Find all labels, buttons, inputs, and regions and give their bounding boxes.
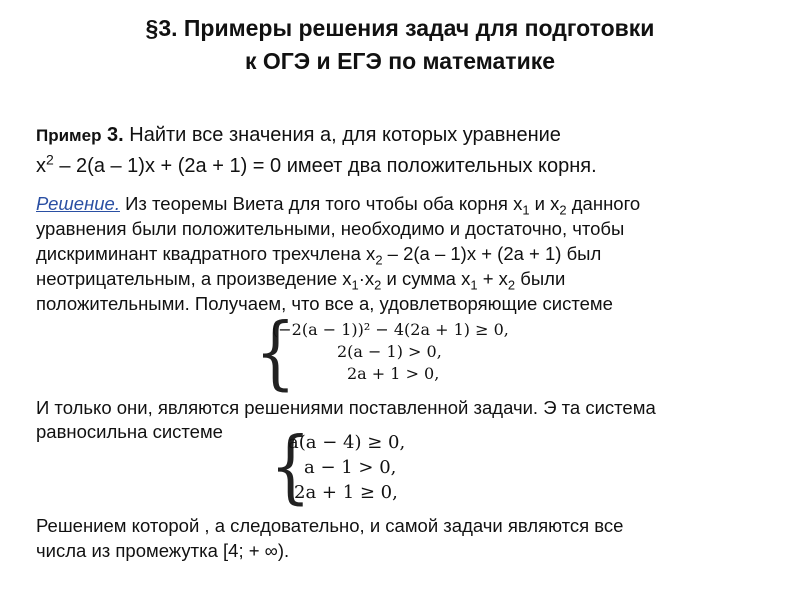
solution-line-3 bbox=[36, 243, 602, 268]
solution-text: дискриминант квадратного трехчлена x bbox=[36, 243, 376, 264]
eq-sup: 2 bbox=[46, 151, 54, 168]
system-1-row-3: 2a + 1 > 0, bbox=[347, 364, 440, 383]
solution-text: и x bbox=[529, 193, 560, 214]
system-2-row-2: a − 1 > 0, bbox=[304, 457, 397, 478]
solution-text: – 2(a – 1)x + (2a + 1) был bbox=[382, 243, 602, 264]
solution-text: данного bbox=[566, 193, 641, 214]
example-number: 3. bbox=[107, 124, 124, 146]
middle-line-2: равносильна системе bbox=[36, 421, 223, 442]
solution-text: неотрицательным, а произведение x bbox=[36, 268, 352, 289]
system-1-row-2: 2(a − 1) > 0, bbox=[337, 342, 442, 361]
title-line-2: к ОГЭ и ЕГЭ по математике bbox=[244, 48, 556, 74]
subscript: 2 bbox=[559, 202, 567, 218]
conclusion-line-2: числа из промежутка [4; + ∞). bbox=[36, 540, 290, 561]
solution-text: Из теоремы Виета для того чтобы оба корня x bbox=[119, 193, 523, 214]
subscript: 2 bbox=[374, 277, 382, 293]
subscript: 2 bbox=[507, 277, 516, 293]
solution-text: + x bbox=[477, 268, 508, 289]
system-brace: { bbox=[255, 306, 296, 400]
example-statement bbox=[36, 124, 561, 147]
conclusion-line-1: Решением которой , а следовательно, и самой задачи являются все bbox=[36, 515, 624, 536]
title-line-1: §3. Примеры решения задач для подготовки bbox=[145, 15, 655, 41]
subscript: 1 bbox=[522, 202, 530, 218]
system-2-row-3: 2a + 1 ≥ 0, bbox=[294, 482, 398, 503]
system-1-row-1: (−2(a − 1))² − 4(2a + 1) ≥ 0, bbox=[272, 320, 509, 339]
solution-line-2: уравнения были положительными, необходимо и достаточно, чтобы bbox=[36, 218, 625, 239]
example-label: Пример bbox=[36, 126, 102, 145]
eq-x: x bbox=[36, 155, 46, 177]
solution-label: Решение. bbox=[36, 193, 120, 214]
solution-text: были bbox=[515, 268, 566, 289]
solution-line-1 bbox=[36, 193, 641, 218]
slide-title bbox=[0, 12, 800, 78]
solution-line-5: положительными. Получаем, что все а, удовлетворяющие системе bbox=[36, 293, 613, 314]
system-brace: { bbox=[270, 420, 311, 514]
example-equation bbox=[36, 151, 597, 178]
eq-rest: – 2(a – 1)x + (2a + 1) = 0 имеет два положительных корня. bbox=[53, 155, 597, 177]
subscript: 1 bbox=[470, 277, 478, 293]
solution-text: ·x bbox=[358, 268, 375, 289]
subscript: 1 bbox=[351, 277, 359, 293]
solution-text: и сумма x bbox=[381, 268, 471, 289]
example-text: Найти все значения а, для которых уравнение bbox=[123, 124, 561, 146]
subscript: 2 bbox=[375, 252, 383, 268]
middle-line-1: И только они, являются решениями поставленной задачи. Э та система bbox=[36, 397, 656, 418]
solution-line-4 bbox=[36, 268, 566, 293]
system-2-row-1: a(a − 4) ≥ 0, bbox=[288, 432, 406, 453]
